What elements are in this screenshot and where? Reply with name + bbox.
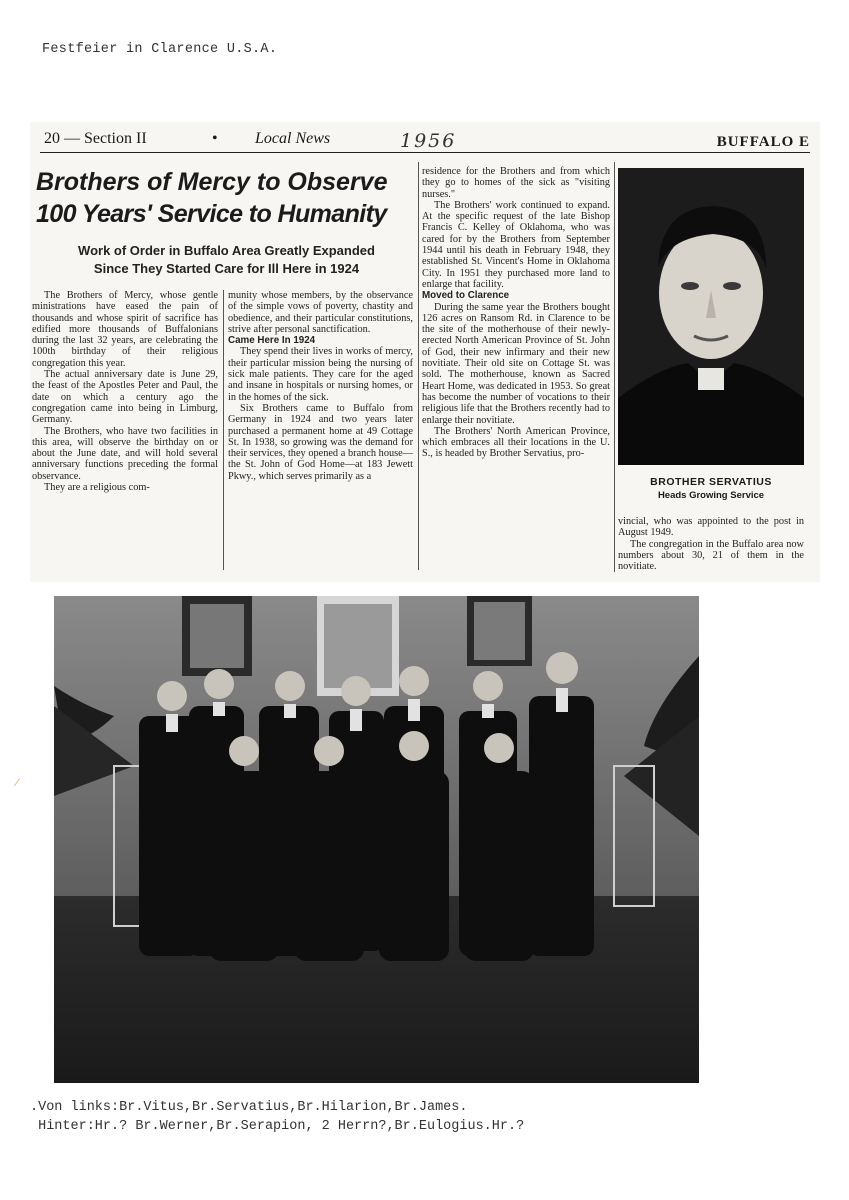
- article-column-1: [32, 290, 218, 570]
- title-line-1: Brothers of Mercy to Observe: [36, 168, 388, 196]
- paragraph: munity whose members, by the observance of the simple vows of poverty, chastity and obedience, and their particular constitutions, strive after personal sanctification.: [228, 290, 413, 335]
- subhead-moved: Moved to Clarence: [422, 290, 510, 302]
- paragraph: During the same year the Brothers bought 126 acres on Ransom Rd. in Clarence to be the site of the motherhouse of their newly-erected North American Province of St. John of God, their new infirmary and their new novitiate. Their old site on Cottage St. was sold. The motherhouse, known as Sacred Heart Home, was dedicated in 1953. So great has become the number of vocations to their religious life that the Brothers recently had to enlarge their novitiate.: [422, 301, 610, 426]
- article-subtitle: [44, 242, 409, 278]
- column-rule: [614, 162, 615, 572]
- section-name: Local News: [255, 130, 331, 147]
- header-note: Festfeier in Clarence U.S.A.: [42, 42, 278, 57]
- margin-mark: ⁄: [16, 775, 19, 789]
- paragraph: Six Brothers came to Buffalo from Germany in 1924 and two years later purchased a permanent home at 49 Cottage St. In 1938, so growing was the demand for their services, they opened a branch house—the St. John of God Home—at 183 Jewett Pkwy., which serves primarily as a: [228, 402, 413, 482]
- article-column-2: [228, 290, 413, 570]
- subtitle-line-1: Work of Order in Buffalo Area Greatly Expanded: [78, 243, 375, 258]
- photo-caption: [30, 1098, 524, 1136]
- paragraph: vincial, who was appointed to the post in August 1949.: [618, 516, 804, 539]
- portrait-caption: [618, 468, 804, 508]
- subhead-came-here: Came Here In 1924: [228, 335, 316, 347]
- paragraph: They are a religious com-: [44, 482, 150, 494]
- paragraph: residence for the Brothers and from which they go to homes of the sick as "visiting nurses.": [422, 166, 610, 200]
- masthead: BUFFALO E: [716, 134, 810, 150]
- photo-caption-line-1: .Von links:Br.Vitus,Br.Servatius,Br.Hilarion,Br.James.: [30, 1100, 468, 1115]
- paragraph: The Brothers' North American Province, which embraces all their locations in the U. S., is headed by Brother Servatius, pro-: [422, 425, 610, 460]
- handwritten-year: 1956: [400, 130, 457, 152]
- paragraph: The congregation in the Buffalo area now numbers about 30, 21 of them in the novitiate.: [618, 538, 804, 572]
- portrait-caption-name: BROTHER SERVATIUS: [650, 476, 772, 488]
- paragraph: The Brothers of Mercy, whose gentle ministrations have eased the pain of thousands and whose spirit of sacrifice has edified more thousands of Buffalonians during the last 32 years, are celebrating the 100th birthday of their religious congregation this year.: [32, 290, 218, 369]
- portrait-caption-subtitle: Heads Growing Service: [657, 490, 765, 501]
- group-photo-image: [54, 596, 699, 1083]
- bullet: •: [212, 130, 218, 147]
- paragraph: The Brothers, who have two facilities in this area, will observe the birthday on or about the June date, and will hold several anniversary functions preceding the formal observance.: [32, 425, 218, 482]
- column-rule: [223, 290, 224, 570]
- paragraph: The Brothers' work continued to expand. At the specific request of the late Bishop Francis C. Kelley of Oklahoma, who was cared for by the Brothers from September 1944 until his death in February 1948, they established St. Vincent's Home in Oklahoma City. In 1951 they purchased more land to enlarge that facility.: [422, 199, 610, 290]
- article-column-3: [422, 166, 610, 570]
- group-photo: [54, 596, 699, 1083]
- article-title: [36, 166, 416, 230]
- subtitle-line-2: Since They Started Care for Ill Here in 1924: [93, 261, 360, 276]
- column-rule: [418, 162, 419, 570]
- photo-caption-line-2: Hinter:Hr.? Br.Werner,Br.Serapion, 2 Herrn?,Br.Eulogius.Hr.?: [30, 1119, 525, 1134]
- article-column-4: [618, 516, 804, 572]
- portrait-photo: [618, 168, 804, 465]
- paragraph: The actual anniversary date is June 29, the feast of the Apostles Peter and Paul, the date on which a century ago the congregation came into being in Limburg, Germany.: [32, 369, 218, 426]
- paragraph: They spend their lives in works of mercy, their particular mission being the nursing of sick male patients. They care for the aged and insane in hospitals or nursing homes, or in the homes of the sick.: [228, 346, 413, 403]
- page-number: 20 — Section II: [44, 130, 147, 147]
- portrait-image: [618, 168, 804, 465]
- title-line-2: 100 Years' Service to Humanity: [36, 200, 387, 228]
